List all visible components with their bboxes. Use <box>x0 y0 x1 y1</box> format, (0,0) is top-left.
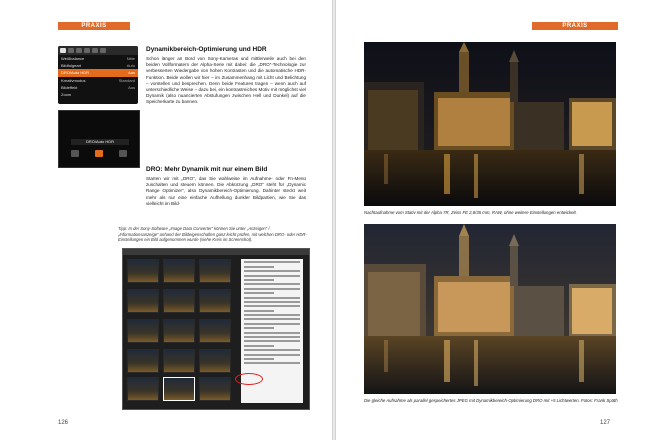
menu-tab-icon <box>100 48 106 53</box>
info-line <box>244 305 300 307</box>
right-page <box>336 0 668 440</box>
info-line <box>244 310 274 312</box>
info-line <box>244 261 300 263</box>
night-cityscape-image <box>364 42 616 206</box>
thumbnail-selected <box>163 377 195 401</box>
hdr-icon <box>119 150 127 157</box>
camera-dro-screen <box>58 110 140 168</box>
left-page <box>0 0 332 440</box>
thumbnail <box>127 259 159 283</box>
thumbnail <box>163 349 195 373</box>
menu-tab-icon <box>68 48 74 53</box>
info-line <box>244 292 274 294</box>
info-line <box>244 301 300 303</box>
info-line <box>244 275 300 277</box>
info-line <box>244 349 300 351</box>
dro-selected-icon <box>95 150 103 157</box>
paragraph-intro: Schon länger an Bord von Sony-Kameras und mittlerweile auch bei den beiden Vollformatern der Alpha-Serie mit dabei: die „DRO“-Technologie zur verbesserten Wiedergabe von hohen Kontrasten und die automatische HDR-Funktion. Beide wollen wir hier – im Zusammenhang mit Licht und Belichtung – vorstellen und besprechen. Denn beide Features tragen – wenn auch auf unterschiedliche Weise – dazu bei, ein kontrastreiches Motiv mit möglichst viel Dynamik (also nuancierten Abstufungen zwischen Hell und Dunkel) auf die Speicherkarte zu bannen. <box>146 56 306 105</box>
menu-row-label: Bildeffekt <box>61 84 78 90</box>
thumbnail <box>163 289 195 313</box>
caption-raw-photo: Nachtaufnahme vom Stativ mit der Alpha 7R, Zeiss FE 2,8/35 mm, RAW, ohne weitere Einstellungen entwickelt. <box>364 210 577 215</box>
info-line <box>244 318 300 320</box>
page-number: 126 <box>58 420 69 426</box>
info-line <box>244 362 300 364</box>
info-line <box>244 279 274 281</box>
night-photo-raw <box>364 42 616 206</box>
section-tag: PRAXIS <box>532 22 618 30</box>
info-line <box>244 270 300 272</box>
menu-row-value: Aus <box>128 70 135 76</box>
info-line <box>244 336 300 338</box>
heading-dynamic-range: Dynamikbereich-Optimierung und HDR <box>146 46 267 53</box>
camera-menu-row-selected <box>58 69 138 76</box>
dro-off-icon <box>71 150 79 157</box>
night-photo-dro <box>364 224 616 394</box>
info-line <box>244 345 274 347</box>
menu-row-value: Auto <box>126 63 135 69</box>
thumbnail-grid <box>127 259 237 403</box>
dro-screen-label: DRO/Auto HDR <box>71 139 129 145</box>
menu-row-label: Kreativmodus <box>61 77 86 83</box>
menu-tab-icon <box>92 48 98 53</box>
menu-row-label: Zoom <box>61 91 72 97</box>
thumbnail <box>163 319 195 343</box>
info-line <box>244 340 300 342</box>
page-number: 127 <box>599 420 610 426</box>
camera-menu-row <box>58 62 138 69</box>
info-line <box>244 314 300 316</box>
thumbnail <box>199 349 231 373</box>
info-line <box>244 297 300 299</box>
camera-icon <box>60 48 66 53</box>
thumbnail <box>127 319 159 343</box>
menu-tab-icon <box>76 48 82 53</box>
thumbnail <box>199 377 231 401</box>
camera-menu-screenshot <box>58 46 138 104</box>
info-line <box>244 323 300 325</box>
info-line <box>244 354 300 356</box>
menu-tab-icon <box>84 48 90 53</box>
info-line <box>244 288 300 290</box>
night-cityscape-dro-image <box>364 224 616 394</box>
thumbnail <box>199 259 231 283</box>
camera-menu-row <box>58 77 138 84</box>
camera-menu-row <box>58 84 138 91</box>
info-line <box>244 283 300 285</box>
thumbnail <box>199 319 231 343</box>
software-toolbar <box>123 249 309 255</box>
paragraph-dro: Starten wir mit „DRO“, das Sie wahlweise im Aufnahme- oder Fn-Menü zuschalten und steuern können. Die Abkürzung „DRO“ steht für „Dynamic Range Optimizer“, also Dynamikbereich-Optimierung. Dahinter steckt weit mehr als nur eine einfache Aufhellung dunkler Bildpartien, wie Sie das vielleicht im Bild- <box>146 176 306 206</box>
thumbnail <box>127 349 159 373</box>
menu-row-label: Weißbalance <box>61 56 85 61</box>
info-line <box>244 332 300 334</box>
menu-row-value: Nitte <box>126 56 135 61</box>
highlight-circle <box>235 373 263 385</box>
caption-tip: Tipp: In der Sony-Software „Image Data Converter“ können Sie unter „Anzeigen“ / „Informationsanzeige“ anhand der Bildeigenschaften ganz leicht prüfen, mit welchen DRO- oder HDR-Einstellungen ein Bild aufgenommen wurde (siehe Kreis im Screenshot). <box>118 226 307 243</box>
menu-row-label: DRO/Auto HDR <box>61 70 90 76</box>
camera-menu-row <box>58 55 138 62</box>
menu-row-value: Standard <box>118 77 135 83</box>
menu-row-label: Bildfolgeart <box>61 63 82 69</box>
thumbnail <box>199 289 231 313</box>
dro-option-icons <box>63 148 135 158</box>
camera-menu-tabs <box>58 46 138 55</box>
heading-dro: DRO: Mehr Dynamik mit nur einem Bild <box>146 166 268 173</box>
software-screenshot <box>122 248 310 410</box>
caption-dro-photo: Die gleiche Aufnahme als parallel gespeichertes JPEG mit Dynamikbereich-Optimierung DRO mit +5 Lichtwerten. Fotos: Frank Späth <box>364 398 618 403</box>
camera-menu-row <box>58 91 138 98</box>
info-line <box>244 358 274 360</box>
info-line <box>244 327 274 329</box>
section-tag: PRAXIS <box>58 22 130 30</box>
menu-row-value: Aus <box>128 84 135 90</box>
thumbnail <box>127 377 159 401</box>
info-line <box>244 266 274 268</box>
thumbnail <box>163 259 195 283</box>
thumbnail <box>127 289 159 313</box>
